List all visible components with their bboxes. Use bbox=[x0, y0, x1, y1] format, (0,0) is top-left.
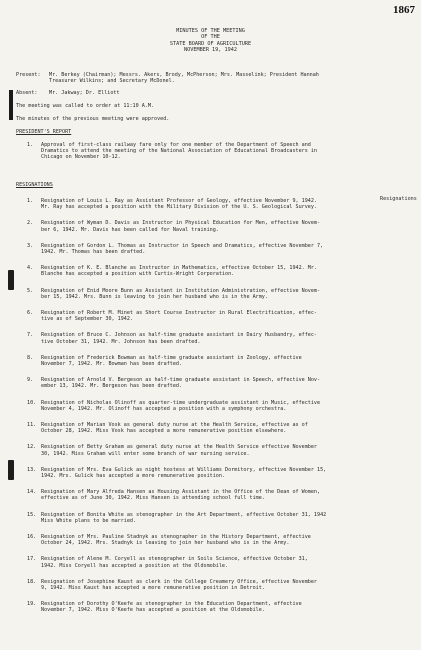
heading-line: OF THE bbox=[201, 34, 220, 41]
item-line: Resignation of Marian Vosk as general duty nurse at the Health Service, effective as of bbox=[41, 422, 308, 428]
item-number: 1. bbox=[27, 198, 34, 204]
item-line: Resignation of Arnold V. Bergeson as half-time graduate assistant in Speech, effective Nov- bbox=[41, 377, 321, 384]
item-number: 15. bbox=[27, 511, 37, 518]
item-line: 9, 1942. Miss Kaust has accepted a more remunerative position in Detroit. bbox=[41, 585, 265, 591]
absent-label: Absent: bbox=[16, 90, 38, 96]
item-line: 30, 1942. Miss Graham will enter some branch of war nursing service. bbox=[41, 450, 250, 457]
item-number: 12. bbox=[27, 444, 37, 451]
item-line: Resignation of Robert M. Minet as Short Course Instructor in Rural Electrification, effec- bbox=[41, 310, 318, 316]
item-line: Resignation of Josephine Kaust as clerk in the College Creamery Office, effective November bbox=[41, 578, 318, 585]
item-line: 1942. Mrs. Gulick has accepted a more remunerative position. bbox=[41, 473, 226, 479]
item-line: Blanche has accepted a position with Curtis-Wright Corporation. bbox=[41, 271, 235, 278]
item-line: October 24, 1942. Mrs. Stadnyk is leaving to join her husband who is in the Army. bbox=[41, 540, 290, 547]
item-line: November 7, 1942. Miss O'Keefe has accepted a position at the Oldsmobile. bbox=[41, 607, 265, 614]
heading-line: STATE BOARD OF AGRICULTURE bbox=[169, 40, 252, 47]
item-number: 7. bbox=[27, 332, 34, 339]
document-heading bbox=[0, 28, 421, 54]
item-line: Dramatics to attend the meeting of the National Association of Educational Broadcasters in bbox=[41, 148, 318, 155]
present-line-1: Mr. Berkey (Chairman); Messrs. Akers, Brody, McPherson; Mrs. Masselink; President Hannah bbox=[49, 72, 319, 78]
heading-line: MINUTES OF THE MEETING bbox=[176, 28, 245, 34]
item-line: Resignation of Nicholas Olinoff as quarter-time undergraduate assistant in Music, effective bbox=[41, 399, 321, 406]
item-line: November 4, 1942. Mr. Olinoff has accepted a position with a symphony orchestra. bbox=[41, 405, 287, 412]
absent-text: Mr. Jakway; Dr. Elliott bbox=[49, 90, 120, 96]
item-line: Resignation of Wyman D. Davis as Instructor in Physical Education for Men, effective Novem- bbox=[41, 220, 321, 227]
item-number: 5. bbox=[27, 287, 34, 294]
item-line: ember 13, 1942. Mr. Bergeson has been drafted. bbox=[41, 383, 183, 390]
item-line: Resignation of Mrs. Pauline Stadnyk as stenographer in the History Department, effective bbox=[41, 534, 311, 540]
item-line: Resignation of Betty Graham as general duty nurse at the Health Service effective November bbox=[41, 444, 318, 451]
resignations-heading: RESIGNATIONS bbox=[16, 182, 53, 188]
item-line: Chicago on November 10-12. bbox=[41, 154, 121, 161]
item-number: 17. bbox=[27, 556, 37, 563]
item-line: Resignation of Enid Moore Bunn as Assistant in Institution Administration, effective Novem- bbox=[41, 287, 321, 294]
item-line: 1942. Miss Coryell has accepted a position at the Oldsmobile. bbox=[41, 562, 229, 569]
item-line: ber 15, 1942. Mrs. Bunn is leaving to join her husband who is in the Army. bbox=[41, 293, 268, 300]
item-line: Mr. Ray has accepted a position with the Military Division of the U. S. Geological Survey. bbox=[41, 204, 318, 211]
item-number: 13. bbox=[27, 466, 37, 473]
item-line: ber 6, 1942. Mr. Davis has been called for Naval training. bbox=[41, 226, 219, 233]
binding-hole bbox=[8, 270, 14, 290]
item-number: 2. bbox=[27, 220, 34, 227]
item-line: Resignation of K. E. Blanche as Instructor in Mathematics, effective October 15, 1942. Mr. bbox=[41, 265, 318, 272]
page-number: 1867 bbox=[393, 4, 415, 16]
item-line: effective as of June 30, 1942. Miss Hansen is attending school full time. bbox=[41, 495, 265, 502]
item-number: 9. bbox=[27, 377, 34, 384]
item-line: tive as of September 30, 1942. bbox=[41, 316, 134, 323]
item-line: Resignation of Gordon L. Thomas as Instructor in Speech and Dramatics, effective November 7, bbox=[41, 242, 324, 249]
present-label: Present: bbox=[16, 72, 41, 78]
margin-note: Resignations bbox=[380, 196, 417, 202]
item-number: 11. bbox=[27, 422, 37, 428]
binding-hole bbox=[8, 460, 14, 480]
item-line: 1942. Mr. Thomas has been drafted. bbox=[41, 249, 146, 255]
item-line: Resignation of Bruce C. Johnson as half-time graduate assistant in Dairy Husbandry, effec- bbox=[41, 332, 318, 339]
item-number: 14. bbox=[27, 489, 37, 496]
item-line: Resignation of Alene M. Coryell as stenographer in Soils Science, effective October 31, bbox=[41, 556, 308, 563]
heading-line: NOVEMBER 19, 1942 bbox=[183, 47, 238, 54]
presidents-report-heading: PRESIDENT'S REPORT bbox=[16, 129, 72, 135]
item-number: 1. bbox=[27, 142, 34, 148]
minutes-approved: The minutes of the previous meeting were approved. bbox=[16, 116, 170, 122]
item-line: Resignation of Louis L. Ray as Assistant Professor of Geology, effective November 9, 1942. bbox=[41, 198, 318, 204]
item-line: Resignation of Frederick Bowman as half-time graduate assistant in Zoology, effective bbox=[41, 354, 302, 361]
item-line: Approval of first-class railway fare only for one member of the Department of Speech and bbox=[41, 142, 311, 148]
item-line: Resignation of Dorothy O'Keefe as stenographer in the Education Department, effective bbox=[41, 601, 302, 608]
item-line: Resignation of Bonita White as stenographer in the Art Department, effective October 31, 1942 bbox=[41, 511, 327, 518]
item-line: November 7, 1942. Mr. Bowman has been drafted. bbox=[41, 361, 183, 367]
item-number: 16. bbox=[27, 534, 37, 540]
present-line-2: Treasurer Wilkins; and Secretary McDonel. bbox=[49, 78, 175, 84]
called-to-order: The meeting was called to order at 11:10 A.M. bbox=[16, 103, 155, 109]
item-number: 4. bbox=[27, 265, 34, 272]
item-number: 8. bbox=[27, 354, 34, 361]
item-number: 19. bbox=[27, 601, 37, 608]
item-number: 18. bbox=[27, 578, 37, 585]
item-line: tive October 31, 1942. Mr. Johnson has been drafted. bbox=[41, 338, 201, 345]
item-line: October 28, 1942. Miss Vosk has accepted a more remunerative position elsewhere. bbox=[41, 428, 287, 435]
binding-mark bbox=[9, 90, 13, 120]
item-number: 10. bbox=[27, 399, 37, 406]
item-number: 6. bbox=[27, 310, 34, 316]
item-line: Resignation of Mrs. Eva Gulick as night hostess at Williams Dormitory, effective November 15, bbox=[41, 466, 327, 473]
item-number: 3. bbox=[27, 242, 34, 249]
item-line: Resignation of Mary Alfreda Hansen as Housing Assistant in the Office of the Dean of Women, bbox=[41, 489, 321, 496]
item-line: Miss White plans to be married. bbox=[41, 517, 137, 524]
